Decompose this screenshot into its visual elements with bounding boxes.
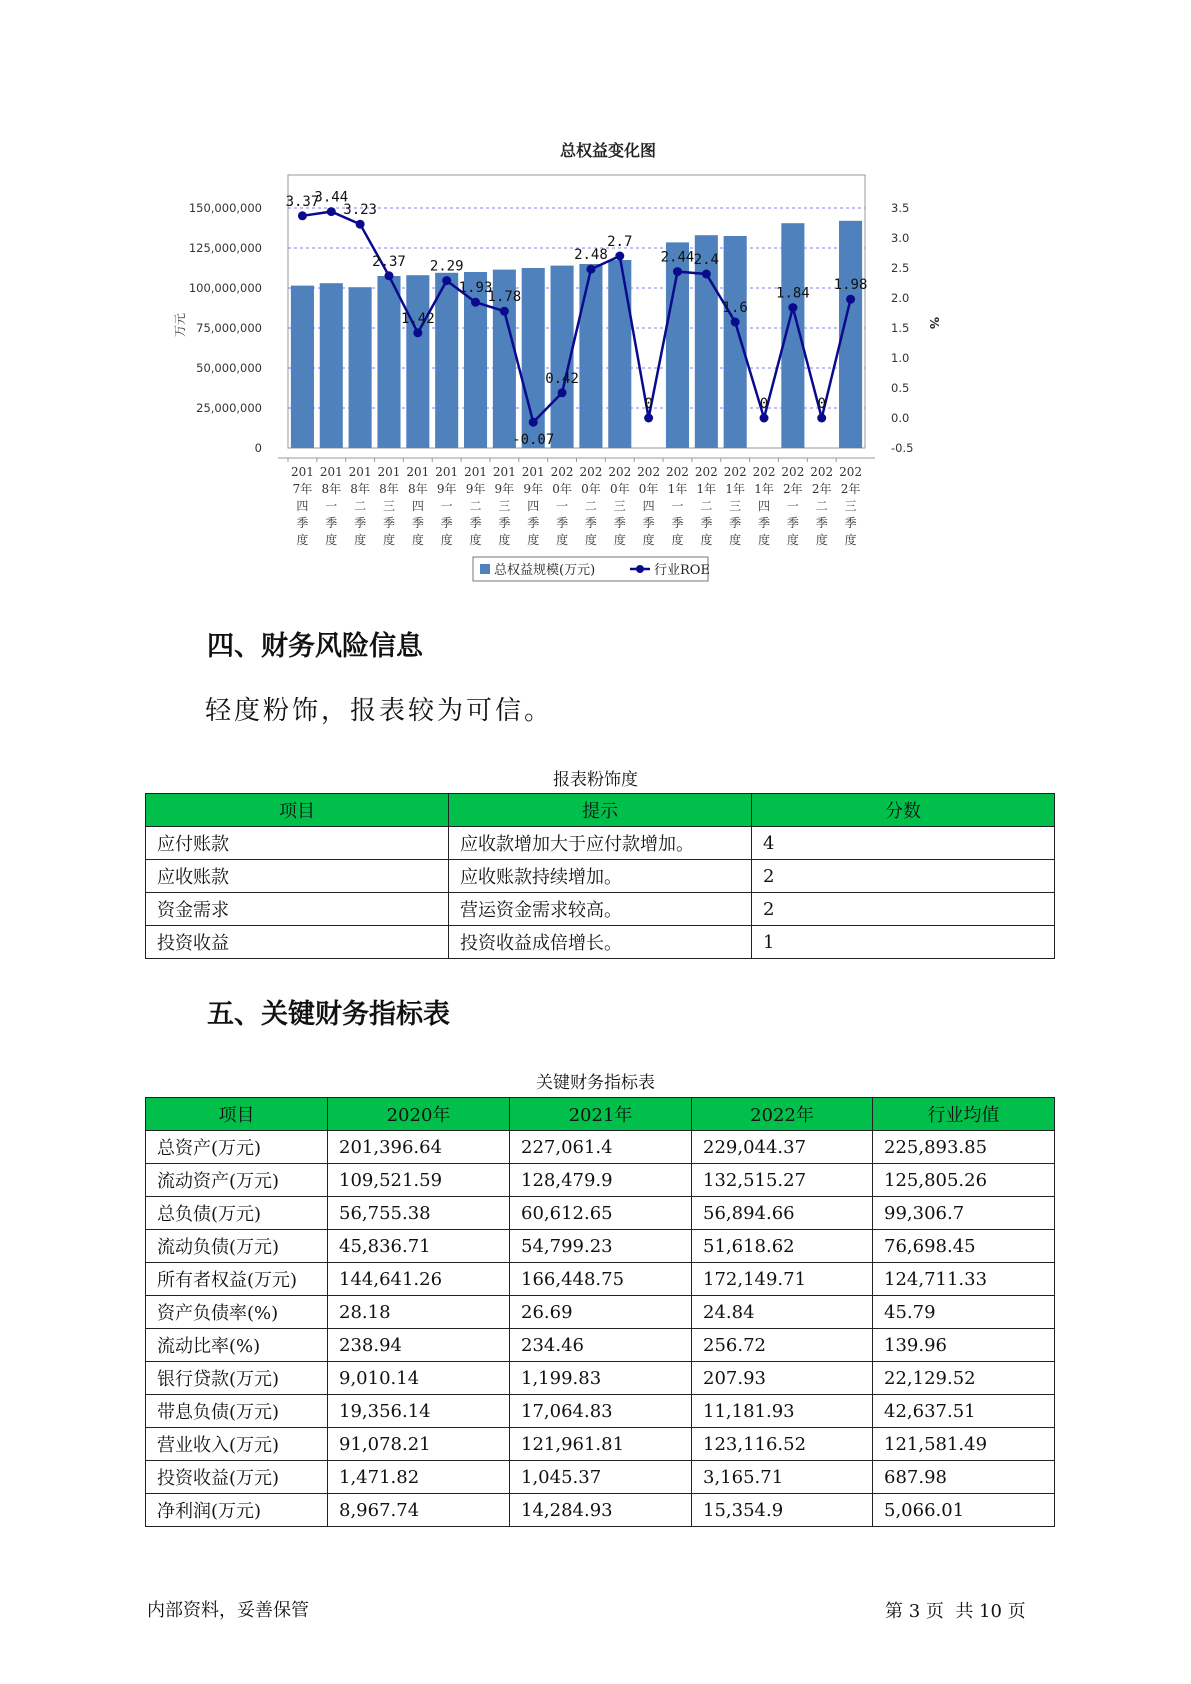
y-tick-label: 125,000,000 <box>188 241 262 255</box>
x-category-label: 度 <box>584 533 597 547</box>
x-category-label: 季 <box>296 516 309 530</box>
x-category-label: 2年 <box>811 482 832 496</box>
y-tick-label: 0 <box>254 441 262 455</box>
kpi-header-industry-avg: 行业均值 <box>873 1098 1055 1131</box>
risk-table-header-row <box>146 794 1055 827</box>
kpi-header-item: 项目 <box>146 1098 328 1131</box>
x-category-label: 202 <box>752 465 776 479</box>
x-category-label: 二 <box>469 499 482 513</box>
kpi-cell: 5,066.01 <box>873 1494 1055 1527</box>
risk-cell: 2 <box>752 893 1055 926</box>
x-category-label: 季 <box>584 516 597 530</box>
kpi-cell: 123,116.52 <box>692 1428 873 1461</box>
kpi-cell: 54,799.23 <box>510 1230 692 1263</box>
x-category-label: 季 <box>786 516 799 530</box>
kpi-header-2020: 2020年 <box>328 1098 510 1131</box>
kpi-row <box>146 1362 1055 1395</box>
x-category-label: 度 <box>642 533 655 547</box>
roe-data-label: 0 <box>817 396 826 412</box>
kpi-row <box>146 1296 1055 1329</box>
x-category-label: 季 <box>844 516 857 530</box>
kpi-cell: 净利润(万元) <box>146 1494 328 1527</box>
roe-point <box>384 271 393 280</box>
kpi-cell: 营业收入(万元) <box>146 1428 328 1461</box>
kpi-cell: 56,755.38 <box>328 1197 510 1230</box>
kpi-cell: 42,637.51 <box>873 1395 1055 1428</box>
kpi-section-heading: 五、关键财务指标表 <box>207 999 450 1030</box>
roe-point <box>788 303 797 312</box>
x-category-label: 度 <box>729 533 742 547</box>
x-category-label: 2年 <box>840 482 861 496</box>
equity-chart-svg <box>160 130 960 590</box>
x-category-label: 度 <box>844 533 857 547</box>
roe-point <box>817 414 826 423</box>
x-category-label: 季 <box>325 516 338 530</box>
kpi-cell: 687.98 <box>873 1461 1055 1494</box>
legend-bar-swatch <box>480 564 490 574</box>
x-category-label: 四 <box>758 499 771 513</box>
roe-point <box>731 318 740 327</box>
y2-tick-label: 1.5 <box>891 321 910 335</box>
risk-cell: 应收账款 <box>146 860 449 893</box>
risk-row <box>146 827 1055 860</box>
risk-row <box>146 860 1055 893</box>
x-category-label: 三 <box>382 499 395 513</box>
x-category-label: 0年 <box>552 482 572 496</box>
x-category-label: 9年 <box>436 482 457 496</box>
x-category-label: 季 <box>556 516 569 530</box>
roe-point <box>500 307 509 316</box>
equity-bar <box>608 260 631 448</box>
footer-confidential-note: 内部资料，妥善保管 <box>147 1600 309 1621</box>
x-category-label: 8年 <box>321 482 342 496</box>
x-category-label: 2年 <box>783 482 803 496</box>
x-category-label: 201 <box>521 465 545 479</box>
kpi-cell: 225,893.85 <box>873 1131 1055 1164</box>
kpi-row <box>146 1230 1055 1263</box>
x-category-label: 季 <box>411 516 424 530</box>
legend-line-label: 行业ROE <box>654 563 710 578</box>
risk-section-heading: 四、财务风险信息 <box>207 631 423 662</box>
roe-point <box>529 418 538 427</box>
x-category-label: 三 <box>613 499 626 513</box>
y2-tick-label: -0.5 <box>891 441 914 455</box>
x-category-label: 9年 <box>523 482 544 496</box>
x-category-label: 二 <box>584 499 597 513</box>
kpi-row <box>146 1329 1055 1362</box>
y-tick-label: 150,000,000 <box>188 201 262 215</box>
x-category-label: 202 <box>579 465 603 479</box>
y-tick-label: 75,000,000 <box>196 321 262 335</box>
x-category-label: 四 <box>411 499 424 513</box>
y-axis-label: 万元 <box>173 312 187 338</box>
x-category-label: 8年 <box>350 482 370 496</box>
kpi-cell: 流动负债(万元) <box>146 1230 328 1263</box>
x-category-label: 二 <box>815 499 828 513</box>
kpi-cell: 24.84 <box>692 1296 873 1329</box>
roe-data-label: 2.29 <box>429 258 464 275</box>
kpi-cell: 28.18 <box>328 1296 510 1329</box>
kpi-cell: 121,961.81 <box>510 1428 692 1461</box>
x-category-label: 季 <box>469 516 482 530</box>
x-category-label: 0年 <box>638 482 659 496</box>
risk-header-item: 项目 <box>146 794 449 827</box>
kpi-cell: 125,805.26 <box>873 1164 1055 1197</box>
kpi-header-2021: 2021年 <box>510 1098 692 1131</box>
kpi-cell: 207.93 <box>692 1362 873 1395</box>
risk-cell: 投资收益成倍增长。 <box>449 926 752 959</box>
x-category-label: 7年 <box>292 482 313 496</box>
y2-tick-label: 0.0 <box>891 411 910 425</box>
kpi-cell: 1,471.82 <box>328 1461 510 1494</box>
roe-data-label: 0 <box>644 396 653 412</box>
risk-cell: 4 <box>752 827 1055 860</box>
x-category-label: 二 <box>700 499 713 513</box>
x-category-label: 8年 <box>379 482 399 496</box>
x-category-label: 202 <box>810 465 834 479</box>
y-tick-label: 50,000,000 <box>196 361 262 375</box>
x-category-label: 201 <box>464 465 487 479</box>
kpi-cell: 234.46 <box>510 1329 692 1362</box>
x-category-label: 度 <box>296 533 309 547</box>
kpi-row <box>146 1395 1055 1428</box>
kpi-cell: 166,448.75 <box>510 1263 692 1296</box>
roe-data-label: 3.23 <box>343 202 377 219</box>
roe-point <box>673 267 682 276</box>
equity-bar <box>291 286 314 448</box>
equity-bar <box>406 275 429 448</box>
x-category-label: 季 <box>642 516 655 530</box>
x-category-label: 201 <box>290 465 314 479</box>
kpi-cell: 51,618.62 <box>692 1230 873 1263</box>
kpi-cell: 60,612.65 <box>510 1197 692 1230</box>
x-category-label: 202 <box>608 465 632 479</box>
x-category-label: 季 <box>758 516 771 530</box>
risk-row <box>146 926 1055 959</box>
x-category-label: 季 <box>527 516 540 530</box>
risk-table <box>145 793 1055 959</box>
x-category-label: 度 <box>440 533 453 547</box>
roe-point <box>327 207 336 216</box>
kpi-cell: 资产负债率(%) <box>146 1296 328 1329</box>
equity-bar <box>320 283 343 448</box>
x-category-label: 1年 <box>754 482 774 496</box>
x-category-label: 三 <box>844 499 857 513</box>
x-category-label: 季 <box>613 516 626 530</box>
x-category-label: 201 <box>348 465 372 479</box>
roe-data-label: 2.37 <box>372 253 406 270</box>
x-category-label: 度 <box>613 533 626 547</box>
roe-data-label: 1.84 <box>776 285 810 302</box>
equity-bar <box>349 287 372 448</box>
x-category-label: 一 <box>671 499 684 513</box>
roe-data-label: 0 <box>759 396 769 412</box>
risk-table-caption: 报表粉饰度 <box>553 770 638 790</box>
x-category-label: 202 <box>723 465 747 479</box>
x-category-label: 一 <box>786 499 799 513</box>
equity-bar <box>579 264 602 448</box>
kpi-cell: 1,199.83 <box>510 1362 692 1395</box>
kpi-cell: 投资收益(万元) <box>146 1461 328 1494</box>
x-category-label: 202 <box>781 465 805 479</box>
x-category-label: 度 <box>671 533 684 547</box>
x-category-label: 季 <box>700 516 713 530</box>
risk-cell: 应付账款 <box>146 827 449 860</box>
x-category-label: 1年 <box>667 482 688 496</box>
risk-header-hint: 提示 <box>449 794 752 827</box>
kpi-cell: 流动比率(%) <box>146 1329 328 1362</box>
x-category-label: 0年 <box>609 482 630 496</box>
roe-point <box>356 220 365 229</box>
x-category-label: 201 <box>319 465 343 479</box>
kpi-cell: 229,044.37 <box>692 1131 873 1164</box>
roe-point <box>413 328 422 337</box>
x-category-label: 度 <box>700 533 713 547</box>
x-category-label: 季 <box>729 516 742 530</box>
x-category-label: 202 <box>666 465 689 479</box>
x-category-label: 202 <box>637 465 661 479</box>
legend-line-marker <box>636 565 644 573</box>
footer-page-number: 第 3 页 共 10 页 <box>885 1601 1026 1622</box>
kpi-cell: 总负债(万元) <box>146 1197 328 1230</box>
x-category-label: 三 <box>498 499 511 513</box>
roe-data-label: 3.44 <box>314 189 349 206</box>
kpi-cell: 76,698.45 <box>873 1230 1055 1263</box>
x-category-label: 202 <box>694 465 718 479</box>
roe-data-label: 1.42 <box>400 310 435 327</box>
y2-tick-label: 0.5 <box>891 381 910 395</box>
risk-cell: 资金需求 <box>146 893 449 926</box>
x-category-label: 度 <box>786 533 799 547</box>
x-category-label: 度 <box>758 533 771 547</box>
y-tick-label: 25,000,000 <box>196 401 262 415</box>
roe-point <box>586 265 595 274</box>
kpi-cell: 9,010.14 <box>328 1362 510 1395</box>
x-category-label: 度 <box>556 533 569 547</box>
risk-cell: 2 <box>752 860 1055 893</box>
roe-data-label: 1.93 <box>458 280 493 297</box>
x-category-label: 9年 <box>494 482 515 496</box>
equity-bar <box>724 236 747 448</box>
kpi-row <box>146 1164 1055 1197</box>
risk-cell: 1 <box>752 926 1055 959</box>
roe-point <box>846 295 855 304</box>
kpi-cell: 1,045.37 <box>510 1461 692 1494</box>
risk-row <box>146 893 1055 926</box>
y2-tick-label: 2.0 <box>891 291 910 305</box>
kpi-table <box>145 1097 1055 1527</box>
kpi-cell: 14,284.93 <box>510 1494 692 1527</box>
kpi-cell: 26.69 <box>510 1296 692 1329</box>
kpi-cell: 201,396.64 <box>328 1131 510 1164</box>
x-category-label: 季 <box>815 516 828 530</box>
kpi-row <box>146 1461 1055 1494</box>
roe-data-label: 2.44 <box>660 249 695 266</box>
x-category-label: 201 <box>406 465 430 479</box>
risk-cell: 应收账款持续增加。 <box>449 860 752 893</box>
roe-data-label: 2.4 <box>693 252 719 268</box>
kpi-table-header-row <box>146 1098 1055 1131</box>
x-category-label: 季 <box>354 516 367 530</box>
roe-data-label: 1.98 <box>833 277 868 294</box>
x-category-label: 度 <box>382 533 395 547</box>
equity-bar <box>377 276 400 448</box>
x-category-label: 202 <box>839 465 863 479</box>
kpi-row <box>146 1428 1055 1461</box>
kpi-cell: 124,711.33 <box>873 1263 1055 1296</box>
risk-cell: 投资收益 <box>146 926 449 959</box>
roe-point <box>702 270 711 279</box>
kpi-cell: 172,149.71 <box>692 1263 873 1296</box>
kpi-header-2022: 2022年 <box>692 1098 873 1131</box>
kpi-cell: 144,641.26 <box>328 1263 510 1296</box>
x-category-label: 8年 <box>408 482 428 496</box>
y2-axis-label: % <box>927 316 941 330</box>
x-category-label: 度 <box>411 533 424 547</box>
x-category-label: 201 <box>377 465 401 479</box>
kpi-cell: 238.94 <box>328 1329 510 1362</box>
x-category-label: 9年 <box>465 482 486 496</box>
x-category-label: 一 <box>440 499 453 513</box>
x-category-label: 一 <box>556 499 569 513</box>
x-category-label: 四 <box>296 499 309 513</box>
kpi-cell: 109,521.59 <box>328 1164 510 1197</box>
risk-cell: 营运资金需求较高。 <box>449 893 752 926</box>
kpi-cell: 139.96 <box>873 1329 1055 1362</box>
x-category-label: 201 <box>435 465 459 479</box>
kpi-cell: 56,894.66 <box>692 1197 873 1230</box>
kpi-cell: 256.72 <box>692 1329 873 1362</box>
x-category-label: 201 <box>492 465 516 479</box>
chart-title: 总权益变化图 <box>559 141 657 160</box>
kpi-cell: 45.79 <box>873 1296 1055 1329</box>
roe-data-label: 2.7 <box>607 234 633 250</box>
roe-point <box>442 276 451 285</box>
kpi-cell: 128,479.9 <box>510 1164 692 1197</box>
roe-point <box>471 298 480 307</box>
x-category-label: 四 <box>527 499 540 513</box>
x-category-label: 度 <box>469 533 482 547</box>
y-tick-label: 100,000,000 <box>188 281 262 295</box>
kpi-cell: 流动资产(万元) <box>146 1164 328 1197</box>
x-category-label: 度 <box>498 533 511 547</box>
kpi-cell: 11,181.93 <box>692 1395 873 1428</box>
kpi-cell: 132,515.27 <box>692 1164 873 1197</box>
x-category-label: 一 <box>325 499 338 513</box>
x-category-label: 202 <box>550 465 574 479</box>
roe-data-label: -0.07 <box>512 432 555 449</box>
roe-data-label: 1.6 <box>722 300 748 316</box>
y2-tick-label: 2.5 <box>891 261 910 275</box>
x-category-label: 季 <box>671 516 684 530</box>
roe-data-label: 3.37 <box>285 193 320 210</box>
x-category-label: 度 <box>815 533 828 547</box>
kpi-row <box>146 1263 1055 1296</box>
kpi-row <box>146 1197 1055 1230</box>
roe-point <box>760 414 769 423</box>
kpi-cell: 总资产(万元) <box>146 1131 328 1164</box>
kpi-cell: 227,061.4 <box>510 1131 692 1164</box>
kpi-cell: 91,078.21 <box>328 1428 510 1461</box>
x-category-label: 度 <box>325 533 338 547</box>
roe-data-label: 1.78 <box>487 289 522 306</box>
risk-summary: 轻度粉饰，报表较为可信。 <box>205 696 554 726</box>
roe-data-label: 2.48 <box>574 247 608 264</box>
kpi-row <box>146 1494 1055 1527</box>
x-category-label: 度 <box>527 533 540 547</box>
x-category-label: 度 <box>354 533 367 547</box>
kpi-cell: 45,836.71 <box>328 1230 510 1263</box>
roe-point <box>644 414 653 423</box>
kpi-row <box>146 1131 1055 1164</box>
kpi-cell: 3,165.71 <box>692 1461 873 1494</box>
kpi-cell: 121,581.49 <box>873 1428 1055 1461</box>
kpi-cell: 19,356.14 <box>328 1395 510 1428</box>
equity-bar <box>435 273 458 448</box>
roe-point <box>298 211 307 220</box>
roe-point <box>558 388 567 397</box>
legend-bar-label: 总权益规模(万元) <box>494 563 596 578</box>
x-category-label: 四 <box>642 499 655 513</box>
equity-chart <box>160 130 960 590</box>
kpi-cell: 15,354.9 <box>692 1494 873 1527</box>
x-category-label: 季 <box>440 516 453 530</box>
kpi-table-caption: 关键财务指标表 <box>536 1073 655 1093</box>
x-category-label: 季 <box>382 516 395 530</box>
roe-data-label: 0.42 <box>545 370 579 387</box>
x-category-label: 二 <box>354 499 367 513</box>
x-category-label: 三 <box>729 499 742 513</box>
x-category-label: 0年 <box>581 482 601 496</box>
roe-point <box>615 252 624 261</box>
kpi-cell: 99,306.7 <box>873 1197 1055 1230</box>
risk-cell: 应收款增加大于应付款增加。 <box>449 827 752 860</box>
risk-header-score: 分数 <box>752 794 1055 827</box>
y2-tick-label: 3.0 <box>891 231 910 245</box>
kpi-cell: 银行贷款(万元) <box>146 1362 328 1395</box>
kpi-cell: 22,129.52 <box>873 1362 1055 1395</box>
kpi-cell: 17,064.83 <box>510 1395 692 1428</box>
kpi-cell: 8,967.74 <box>328 1494 510 1527</box>
x-category-label: 1年 <box>725 482 745 496</box>
kpi-cell: 带息负债(万元) <box>146 1395 328 1428</box>
kpi-cell: 所有者权益(万元) <box>146 1263 328 1296</box>
y2-tick-label: 3.5 <box>891 201 910 215</box>
x-category-label: 季 <box>498 516 511 530</box>
y2-tick-label: 1.0 <box>891 351 910 365</box>
x-category-label: 1年 <box>696 482 717 496</box>
